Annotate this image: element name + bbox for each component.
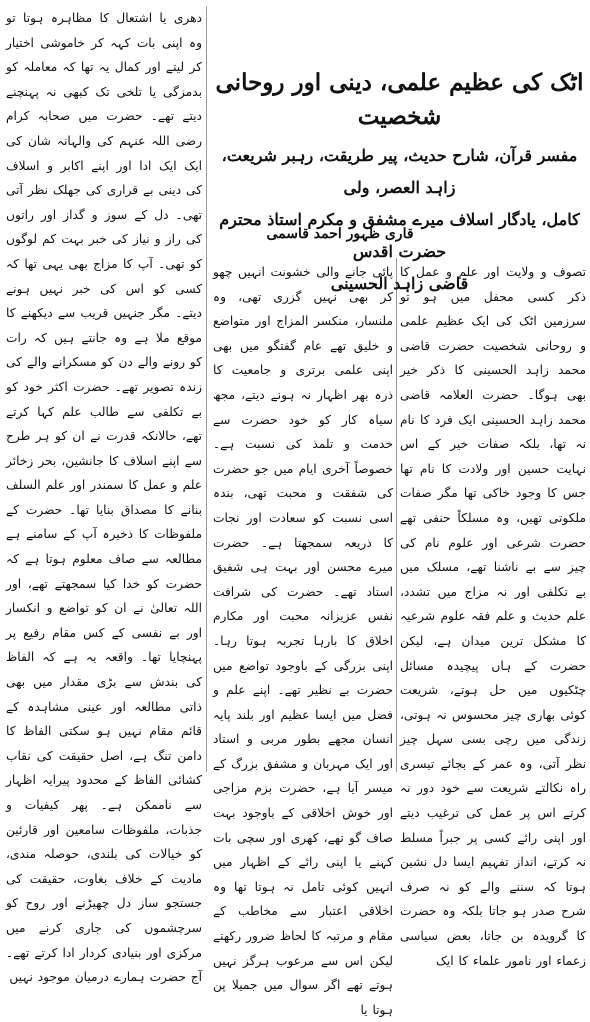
column-divider — [396, 258, 397, 772]
text-column-left — [6, 6, 202, 985]
column-text: دھری یا اشتعال کا مظاہرہ ہوتا تو وہ اپنی بات کہہ کر خاموشی اختیار کر لیتے اور کمال یہ تھا کہ معاملہ کو بدمزگی یا تلخی تک کبھی نہ پہنچنے دیتے تھے۔ حضرت میں صحابہ کرام رضی اللہ عنہم کی والہانہ شان کی ایک ایک ادا اور اپنے اکابر و اسلاف کی دینی بے قراری کی جھلک نظر آتی تھی۔ دل کے سوز و گداز اور راتوں کی راز و نیاز کی خبر بہت کم لوگوں کو تھی۔ آپ کا مزاج بھی یہی تھا کہ کسی کو اس کی خبر نہیں ہونے دیتے۔ مگر جنہیں قریب سے دیکھنے کا موقع ملا ہے وہ جانتے ہیں کہ رات کو رونے والے دن کو مسکرانے والے کی زندہ تصویر تھے۔ حضرت اکثر خود کو بے تکلفی سے طالب علم کہا کرتے تھے، حالانکہ قدرت نے ان کو ہر طرح سے اپنے اسلاف کا جانشین، بحر زخائر علم و عمل کا سمندر اور علم السلف بنانے کا مصداق بنایا تھا۔ حضرت کے ملفوظات کا ذخیرہ آپ کے سامنے ہے مطالعہ سے صاف معلوم ہوتا ہے کہ حضرت کو خدا کیا سمجھتے تھے، اور اللہ تعالیٰ نے ان کو تواضع و انکسار اور بے نفسی کے کس مقام رفیع پر پہنچایا تھا۔ واقعہ یہ ہے کہ الفاظ کی بندش سے بڑی مقدار میں بھی ذاتی مطالعہ اور عینی مشاہدہ کے قائم مقام نہیں ہو سکتی الفاظ کا دامن تنگ ہے، اصل حقیقت کی نقاب کشائی الفاظ کے محدود پیرایہ اظہار سے ناممکن ہے۔ پھر کیفیات و جذبات، ملفوظات سامعین اور قارئین کو خیالات کی بلندی، حوصلہ مندی، مادیت کے خلاف بغاوت، حقیقت کی جستجو ساز دل چھیڑنے اور روح کو سرچشموں کی جاری کرنے میں مرکزی اور بنیادی کردار ادا کرتے تھے۔ آج حضرت ہمارے درمیان موجود نہیں — [6, 11, 202, 985]
text-column-middle — [213, 260, 393, 1017]
article-subtitle-line: مفسر قرآن، شارح حدیث، پیر طریقت، رہبر شریعت، زاہد العصر، ولی — [221, 146, 578, 197]
article-author: قاری ظہور احمد قاسمی — [266, 226, 414, 242]
column-text: تصوف و ولایت اور علم و عمل کا ذکر کسی محفل میں ہو تو سرزمین اٹک کی ایک عظیم علمی و روحانی شخصیت حضرت قاضی محمد زاہد الحسینی کا ذکر خیر بھی ہوگا۔ حضرت العلامہ قاضی محمد زاہد الحسینی ایک فرد کا نام نہ تھا، بلکہ صفات خیر کے اس نہایت حسین اور ولادت کا نام تھا جس کا وجود خاکی تھا مگر صفات ملکوتی تھیں، وہ مسلکاً حنفی تھے حضرت شرعی اور علوم نام کی چیز سے بے ناشنا تھے، مسلک میں بے تکلفی اور نہ مزاج میں تشدد، علم حدیث و علم فقہ علوم شرعیہ کا مشکل ترین میدان ہے، لیکن حضرت کے ہاں پیچیدہ مسائل چٹکیوں میں حل ہوتے، شریعت کوئی بھاری چیز محسوس نہ ہوتی، زندگی میں رچی بسی سہل چیز نظر آتی، وہ عمر کے بجائے تیسری راہ نکالتے شریعت سے خود دور نہ کرتے اس پر عمل کی ترغیب دیتے اور اپنی رائے کسی پر جبراً مسلط نہ کرتے، انداز تفہیم ایسا دل نشین ہوتا کہ سننے والے کو نہ صرف شرح صدر ہو جاتا بلکہ وہ حضرت کا گرویدہ بن جاتا، بعض سیاسی زعماء اور نامور علماء کا ایک — [400, 265, 586, 968]
column-text: پائی جانے والی خشونت انہیں چھو کر بھی نہیں گزری تھی، وہ ملنسار، منکسر المزاج اور متواضع و خلیق تھے عام گفتگو میں بھی اپنی علمی برتری و جامعیت کا ذرہ بھر اظہار نہ ہونے دیتے، مجھ سیاہ کار کو خود حضرت سے خدمت و تلمذ کی نسبت ہے۔ خصوصاً آخری ایام میں جو حضرت کی شفقت و محبت تھی، بندہ اسی نسبت کو سعادت اور نجات کا ذریعہ سمجھتا ہے۔ حضرت میرے محسن اور بہت ہی شفیق استاد تھے۔ حضرت کی شرافت نفس عزیزانہ محبت اور مکارم اخلاق کا بارہا تجربہ ہوتا رہا۔ اپنی بزرگی کے باوجود تواضع میں حضرت بے نظیر تھے۔ اپنے علم و فضل میں ایسا عظیم اور بلند پایہ انسان مجھے بطور مربی و استاد اور ایک مہربان و مشفق بزرگ کے میسر آیا ہے، حضرت بزم مزاجی اور خوش اخلاقی کے باوجود بہت صاف گو تھے، کھری اور سچی بات کہنے یا اپنی رائے کے اظہار میں انہیں کوئی تامل نہ ہوتا تھا وہ اخلاقی اعتبار سے مخاطب کے مقام و مرتبہ کا لحاظ ضرور رکھتے لیکن اس سے مرعوب ہرگز نہیں ہوتے تھے اگر سوال میں جمیلا پن ہوتا یا — [213, 265, 393, 1017]
article-subtitle-line: کامل، یادگار اسلاف میرے مشفق و مکرم استاذ محترم حضرت اقدس — [219, 210, 580, 261]
text-column-right — [400, 260, 586, 968]
article-title: اٹک کی عظیم علمی، دینی اور روحانی شخصیت — [215, 69, 584, 130]
article-subtitle-line: قاضی زاہد الحسینی — [330, 274, 469, 293]
column-divider — [206, 6, 207, 772]
